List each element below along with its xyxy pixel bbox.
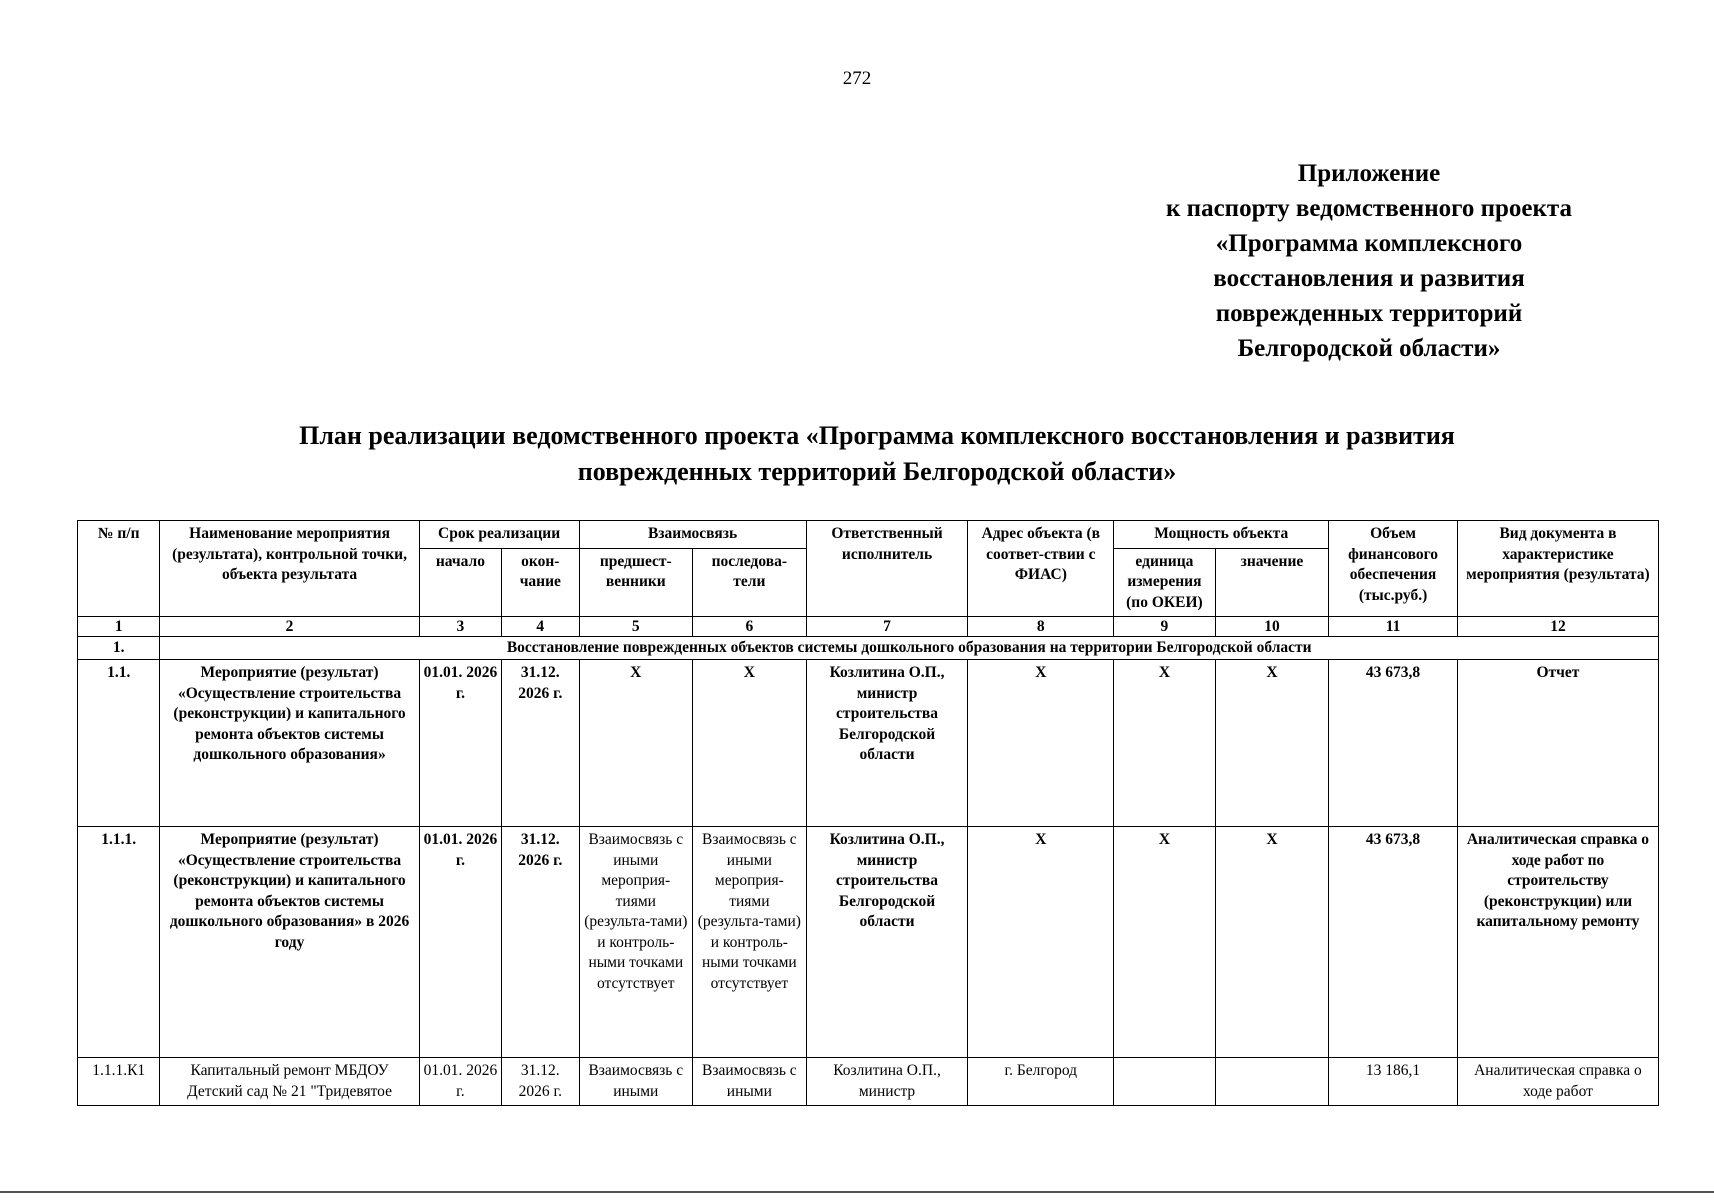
appendix-line: восстановления и развития (1213, 265, 1525, 292)
header-unit: единица измерения (по ОКЕИ) (1114, 548, 1216, 617)
row-start: 01.01. 2026 г. (419, 827, 501, 1058)
row-value (1215, 1058, 1329, 1106)
section-num: 1. (78, 637, 160, 660)
row-address: Х (968, 660, 1114, 827)
column-number: 9 (1114, 617, 1216, 637)
row-responsible: Козлитина О.П., министр (806, 1058, 968, 1106)
header-row (78, 521, 1659, 549)
row-succ: Взаимосвязь с иными мероприя-тиями (результа-тами) и контроль-ными точками отсутствует (693, 827, 807, 1058)
row-start: 01.01. 2026 г. (419, 1058, 501, 1106)
header-finance: Объем финансового обеспечения (тыс.руб.) (1329, 521, 1458, 617)
row-unit (1114, 1058, 1216, 1106)
document-title-line: План реализации ведомственного проекта «Программа комплексного восстановления и развития (299, 421, 1455, 450)
row-doc: Отчет (1457, 660, 1658, 827)
header-link: Взаимосвязь (579, 521, 806, 549)
column-number: 5 (579, 617, 693, 637)
row-succ: Взаимосвязь с иными (693, 1058, 807, 1106)
header-pred: предшест-венники (579, 548, 693, 617)
row-finance: 43 673,8 (1329, 660, 1458, 827)
appendix-line: «Программа комплексного (1215, 230, 1523, 257)
row-num: 1.1.1. (78, 827, 160, 1058)
header-capacity: Мощность объекта (1114, 521, 1329, 549)
column-number: 11 (1329, 617, 1458, 637)
row-pred: Взаимосвязь с иными (579, 1058, 693, 1106)
row-unit: Х (1114, 660, 1216, 827)
column-number: 12 (1457, 617, 1658, 637)
table-row (78, 827, 1659, 1058)
row-finance: 43 673,8 (1329, 827, 1458, 1058)
appendix-line: поврежденных территорий (1215, 300, 1523, 327)
header-period: Срок реализации (419, 521, 579, 549)
column-number-row (78, 617, 1659, 637)
row-unit: Х (1114, 827, 1216, 1058)
column-number: 4 (502, 617, 579, 637)
row-num: 1.1. (78, 660, 160, 827)
appendix-line: Белгородской области» (1237, 335, 1501, 362)
header-address: Адрес объекта (в соответ-ствии с ФИАС) (968, 521, 1114, 617)
table-row (78, 1058, 1659, 1106)
column-number: 2 (160, 617, 419, 637)
row-succ: Х (693, 660, 807, 827)
page-bottom-rule (0, 1191, 1714, 1193)
header-start: начало (419, 548, 501, 617)
appendix-heading (1040, 156, 1698, 366)
row-pred: Х (579, 660, 693, 827)
column-number: 10 (1215, 617, 1329, 637)
row-address: г. Белгород (968, 1058, 1114, 1106)
section-title: Восстановление поврежденных объектов системы дошкольного образования на территории Белгородской области (160, 637, 1659, 660)
page-number: 272 (842, 68, 872, 89)
column-number: 7 (806, 617, 968, 637)
row-start: 01.01. 2026 г. (419, 660, 501, 827)
column-number: 3 (419, 617, 501, 637)
row-value: Х (1215, 827, 1329, 1058)
header-num: № п/п (78, 521, 160, 617)
row-responsible: Козлитина О.П., министр строительства Белгородской области (806, 827, 968, 1058)
row-pred: Взаимосвязь с иными мероприя-тиями (результа-тами) и контроль-ными точками отсутствует (579, 827, 693, 1058)
row-address: Х (968, 827, 1114, 1058)
row-value: Х (1215, 660, 1329, 827)
row-doc: Аналитическая справка о ходе работ (1457, 1058, 1658, 1106)
header-name: Наименование мероприятия (результата), контрольной точки, объекта результата (160, 521, 419, 617)
row-doc: Аналитическая справка о ходе работ по строительству (реконструкции) или капитальному ремонту (1457, 827, 1658, 1058)
row-finance: 13 186,1 (1329, 1058, 1458, 1106)
header-responsible: Ответственный исполнитель (806, 521, 968, 617)
row-name: Мероприятие (результат) «Осуществление строительства (реконструкции) и капитального ремонта объектов системы дошкольного образования» (160, 660, 419, 827)
header-end: окон-чание (502, 548, 579, 617)
plan-table (77, 520, 1659, 1106)
header-doc: Вид документа в характеристике мероприятия (результата) (1457, 521, 1658, 617)
column-number: 6 (693, 617, 807, 637)
table-row (78, 660, 1659, 827)
row-end: 31.12. 2026 г. (502, 1058, 579, 1106)
row-name: Мероприятие (результат) «Осуществление строительства (реконструкции) и капитального ремонта объектов системы дошкольного образования» в 2026 году (160, 827, 419, 1058)
header-value: значение (1215, 548, 1329, 617)
appendix-line: Приложение (1297, 160, 1441, 187)
row-end: 31.12. 2026 г. (502, 827, 579, 1058)
document-title (0, 418, 1714, 490)
document-title-line: поврежденных территорий Белгородской области» (577, 457, 1177, 486)
column-number: 8 (968, 617, 1114, 637)
column-number: 1 (78, 617, 160, 637)
row-num: 1.1.1.К1 (78, 1058, 160, 1106)
appendix-line: к паспорту ведомственного проекта (1166, 195, 1572, 222)
section-row (78, 637, 1659, 660)
row-end: 31.12. 2026 г. (502, 660, 579, 827)
header-succ: последова-тели (693, 548, 807, 617)
row-responsible: Козлитина О.П., министр строительства Белгородской области (806, 660, 968, 827)
row-name: Капитальный ремонт МБДОУ Детский сад № 21 "Тридевятое (160, 1058, 419, 1106)
